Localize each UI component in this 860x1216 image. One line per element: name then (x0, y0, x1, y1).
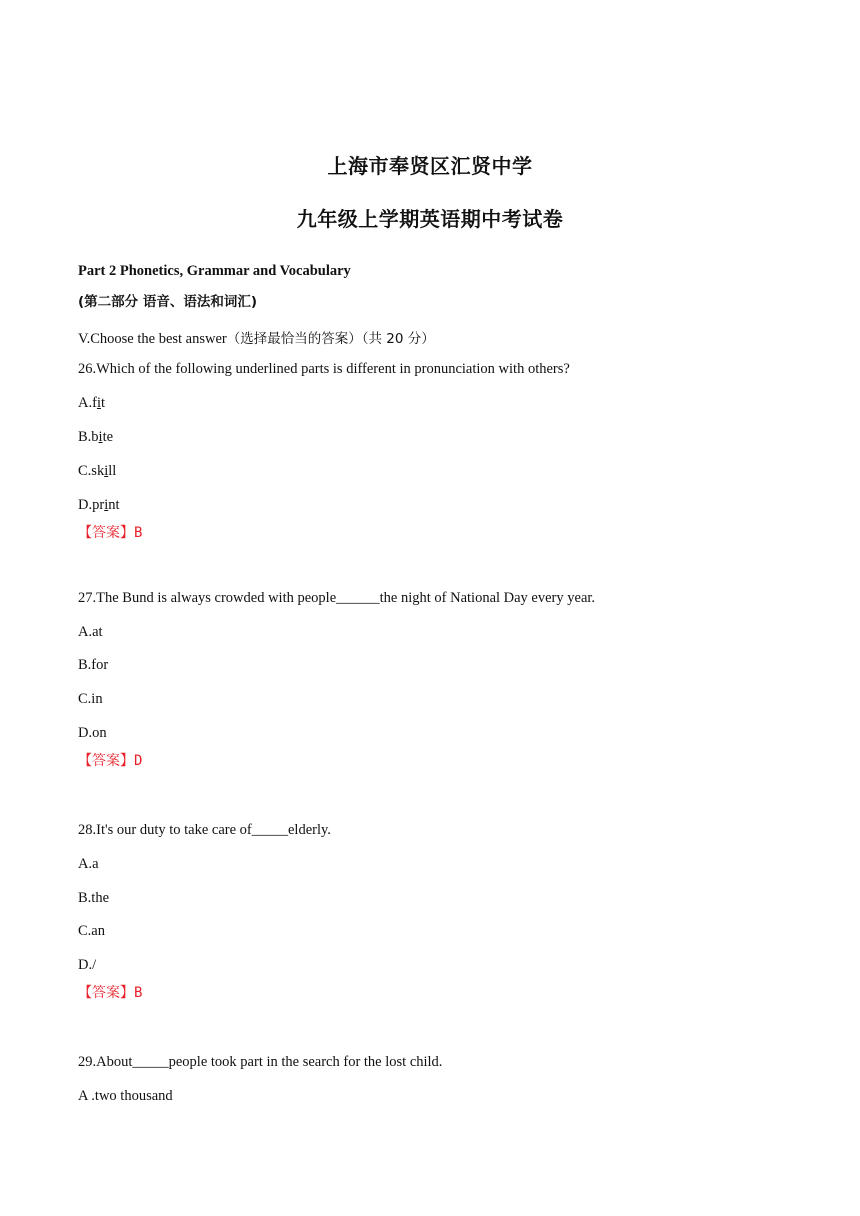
option-a: A.fit (78, 395, 105, 411)
underlined-letter: i (104, 463, 109, 479)
question-stem: 29.About_____people took part in the search for the lost child. (78, 1054, 443, 1070)
option-c: C.skill (78, 463, 117, 479)
option-a: A.a (78, 856, 99, 872)
underlined-letter: i (96, 395, 101, 411)
option-a: A.at (78, 624, 103, 640)
part-title-cn: (第二部分 语音、语法和词汇) (78, 294, 258, 310)
answer-label: 【答案】B (78, 525, 143, 541)
option-d: D.print (78, 497, 120, 513)
section-instruction (78, 327, 435, 348)
option-c: C.in (78, 691, 103, 707)
document-subtitle: 九年级上学期英语期中考试卷 (296, 207, 564, 231)
option-c: C.an (78, 923, 105, 939)
option-b: B.for (78, 657, 109, 673)
document-title: 上海市奉贤区汇贤中学 (327, 154, 533, 178)
underlined-letter: i (104, 497, 109, 513)
underlined-letter: i (98, 429, 103, 445)
option-b: B.the (78, 890, 110, 906)
answer-label: 【答案】B (78, 985, 143, 1001)
option-d: D.on (78, 725, 107, 741)
answer-label: 【答案】D (78, 753, 143, 769)
option-d: D./ (78, 957, 97, 973)
part-title: Part 2 Phonetics, Grammar and Vocabulary (78, 263, 351, 279)
question-stem: 28.It's our duty to take care of_____elderly. (78, 822, 331, 838)
option-a: A .two thousand (78, 1088, 173, 1104)
section-instruction-cn: （选择最恰当的答案）（共 20 分） (226, 331, 435, 347)
question-stem: 27.The Bund is always crowded with people______the night of National Day every year. (78, 590, 596, 606)
section-instruction-en: V.Choose the best answer (78, 331, 227, 347)
question-stem: 26.Which of the following underlined parts is different in pronunciation with others? (78, 361, 570, 377)
option-b: B.bite (78, 429, 114, 445)
